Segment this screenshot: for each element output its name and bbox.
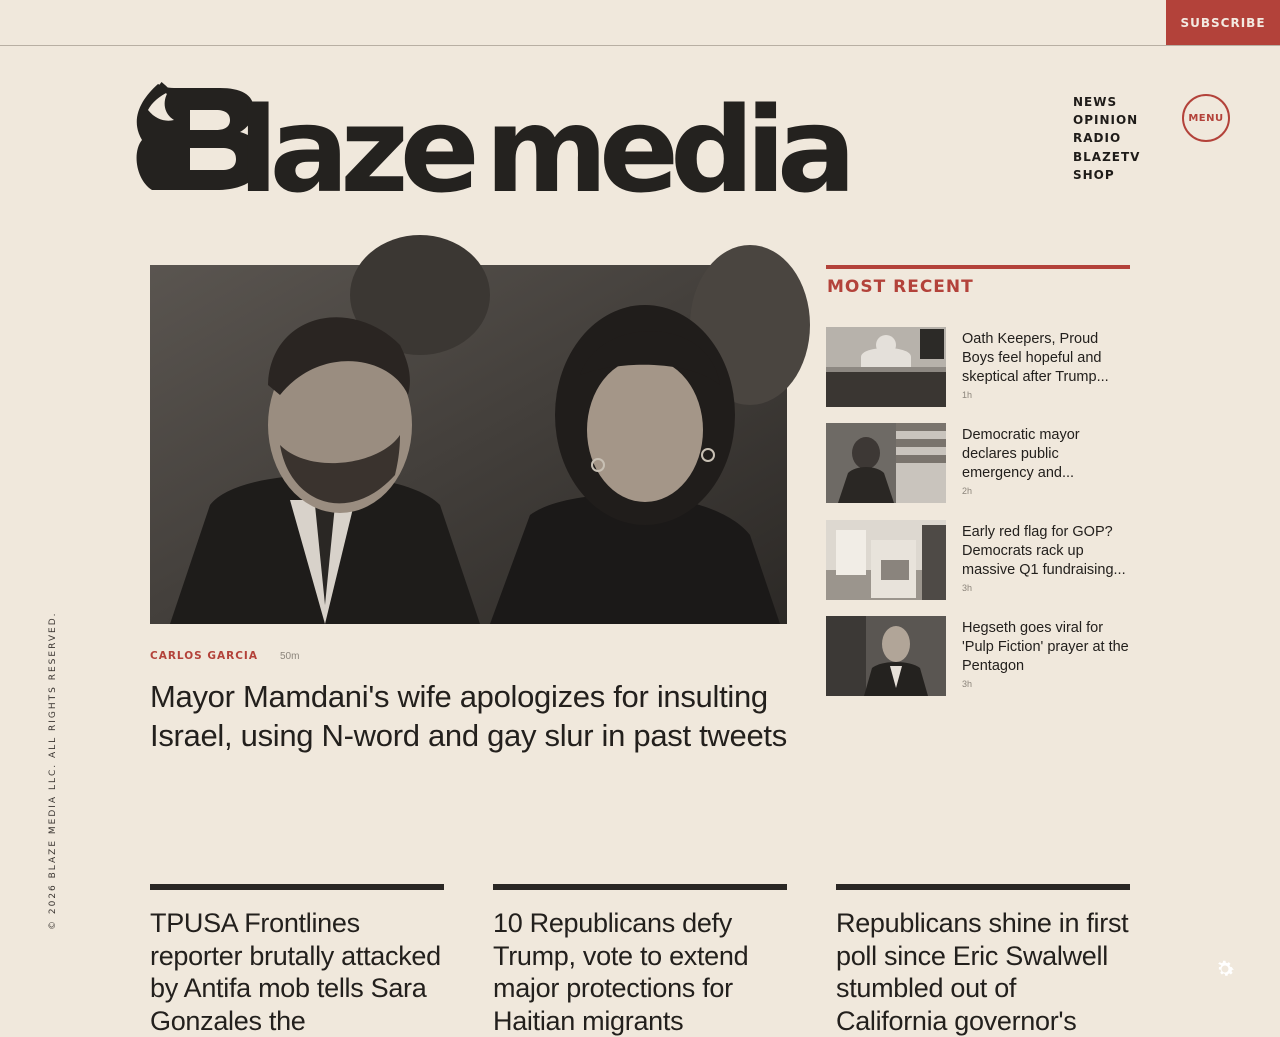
- card-title: TPUSA Frontlines reporter brutally attacked by Antifa mob tells Sara Gonzales the: [150, 908, 441, 1036]
- card-title: Republicans shine in first poll since Eric Swalwell stumbled out of California governor's: [836, 908, 1129, 1036]
- nav-shop[interactable]: SHOP: [1073, 167, 1115, 182]
- gear-icon[interactable]: [1213, 957, 1237, 981]
- recent-item-title: Hegseth goes viral for 'Pulp Fiction' prayer at the Pentagon: [962, 620, 1129, 674]
- recent-item[interactable]: [826, 616, 1130, 698]
- recent-thumbnail: [826, 520, 946, 600]
- subscribe-button[interactable]: SUBSCRIBE: [1166, 0, 1280, 45]
- article-card[interactable]: [493, 884, 787, 1037]
- recent-thumbnail: [826, 423, 946, 503]
- nav-blazetv[interactable]: BLAZETV: [1073, 149, 1141, 164]
- article-card[interactable]: [150, 884, 444, 1037]
- top-bar: [0, 0, 1280, 46]
- most-recent-divider: [826, 265, 1130, 269]
- recent-item-time: 1h: [962, 390, 973, 400]
- recent-item[interactable]: [826, 520, 1130, 602]
- hero-time: 50m: [279, 651, 300, 662]
- logo-wordmark: laze: [238, 81, 471, 219]
- logo-graphic: [130, 80, 848, 219]
- nav-opinion[interactable]: OPINION: [1073, 113, 1139, 128]
- card-divider: [150, 884, 444, 890]
- hero-headline[interactable]: Mayor Mamdani's wife apologizes for insulting Israel, using N-word and gay slur in past tweets: [150, 679, 787, 753]
- copyright: © 2026 BLAZE MEDIA LLC. ALL RIGHTS RESERVED.: [48, 611, 58, 930]
- card-divider: [836, 884, 1130, 890]
- logo-wordmark-media: media: [485, 81, 848, 219]
- nav-news[interactable]: NEWS: [1073, 95, 1118, 109]
- recent-thumbnail: [826, 327, 946, 407]
- menu-button[interactable]: MENU: [1182, 94, 1230, 142]
- recent-item-title: Oath Keepers, Proud Boys feel hopeful and skeptical after Trump...: [962, 331, 1109, 385]
- recent-item-time: 3h: [962, 583, 973, 593]
- recent-thumbnail: [826, 616, 946, 696]
- recent-item-title: Democratic mayor declares public emergency and...: [962, 427, 1080, 481]
- recent-item[interactable]: [826, 327, 1130, 409]
- recent-item-time: 3h: [962, 679, 973, 689]
- recent-item-title: Early red flag for GOP? Democrats rack up massive Q1 fundraising...: [962, 524, 1126, 578]
- nav-radio[interactable]: RADIO: [1073, 131, 1122, 146]
- hero-meta: [150, 650, 299, 662]
- card-divider: [493, 884, 787, 890]
- recent-item-time: 2h: [962, 486, 973, 496]
- recent-item[interactable]: [826, 423, 1130, 505]
- most-recent-heading: MOST RECENT: [827, 277, 974, 297]
- main-nav: [1073, 93, 1140, 184]
- blaze-media-logo[interactable]: [130, 80, 848, 219]
- card-title: 10 Republicans defy Trump, vote to extend major protections for Haitian migrants: [493, 908, 749, 1036]
- hero-image[interactable]: [150, 265, 787, 624]
- article-card[interactable]: [836, 884, 1130, 1037]
- hero-author[interactable]: CARLOS GARCIA: [150, 650, 258, 662]
